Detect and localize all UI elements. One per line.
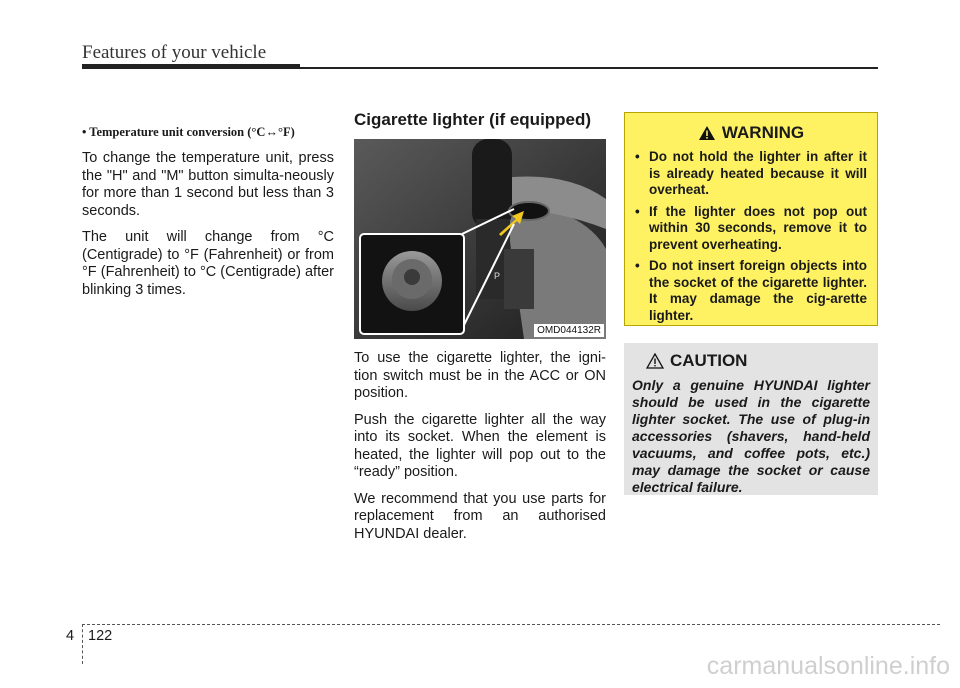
warning-item: • Do not hold the lighter in after it is already heated because it will overheat. (635, 149, 867, 197)
warning-box (624, 112, 878, 326)
page-number: 122 (88, 628, 113, 644)
temperature-conversion-heading: • Temperature unit conversion (°C↔°F) (82, 125, 295, 139)
warning-list (635, 149, 867, 324)
warning-item: • If the lighter does not pop out within 30 seconds, remove it to prevent overheating. (635, 203, 867, 252)
caution-box (624, 343, 878, 495)
chapter-number: 4 (66, 628, 75, 644)
warning-item-text: If the lighter does not pop out within 30 seconds, remove it to prevent overheating. (649, 203, 867, 252)
warning-item-text: Do not insert foreign objects into the socket of the cigarette lighter. It may damage the cig-arette lighter. (649, 258, 867, 323)
left-paragraph-2: The unit will change from °C (Centigrade) to °F (Fahrenheit) or from °F (Fahrenheit) to °C (Centigrade) after blinking 3 times. (82, 229, 334, 298)
middle-paragraph-2: Push the cigarette lighter all the way into its socket. When the element is heated, the lighter will pop out to the “ready” position. (354, 411, 606, 480)
caution-heading (646, 351, 870, 371)
left-column (82, 125, 334, 308)
middle-column (354, 110, 606, 552)
warning-item-text: Do not hold the lighter in after it is already heated because it will overheat. (649, 149, 867, 197)
warning-triangle-icon (698, 125, 716, 141)
warning-title: WARNING (721, 123, 805, 142)
console-illustration (354, 139, 606, 339)
warning-heading (635, 123, 867, 143)
cigarette-lighter-title: Cigarette lighter (if equipped) (354, 110, 592, 129)
header-rule-thin (300, 67, 878, 69)
cigarette-lighter-photo (354, 139, 606, 339)
watermark: carmanualsonline.info (706, 652, 950, 680)
caution-text: Only a genuine HYUNDAI lighter should be used in the cigarette lighter socket. The use of plug-in accessories (shavers, hand-held vacuums, and coffee pots, etc.) may damage the socket or cause electrical failure. (632, 377, 870, 495)
image-caption: OMD044132R (534, 324, 604, 337)
caution-triangle-icon (646, 353, 664, 369)
page-header-title: Features of your vehicle (82, 42, 267, 63)
footer-divider (82, 624, 83, 664)
header-rule-thick (82, 64, 300, 69)
footer-rule (82, 624, 940, 625)
warning-item: • Do not insert foreign objects into the socket of the cigarette lighter. It may damage the cig-arette lighter. (635, 258, 867, 323)
caution-title: CAUTION (670, 351, 748, 370)
svg-text:P: P (494, 271, 501, 281)
middle-paragraph-1: To use the cigarette lighter, the igni-tion switch must be in the ACC or ON position. (354, 350, 606, 401)
left-paragraph-1: To change the temperature unit, press the "H" and "M" button simulta-neously for more than 1 second but less than 3 seconds. (82, 150, 334, 219)
middle-paragraph-3: We recommend that you use parts for replacement from an authorised HYUNDAI dealer. (354, 490, 606, 542)
